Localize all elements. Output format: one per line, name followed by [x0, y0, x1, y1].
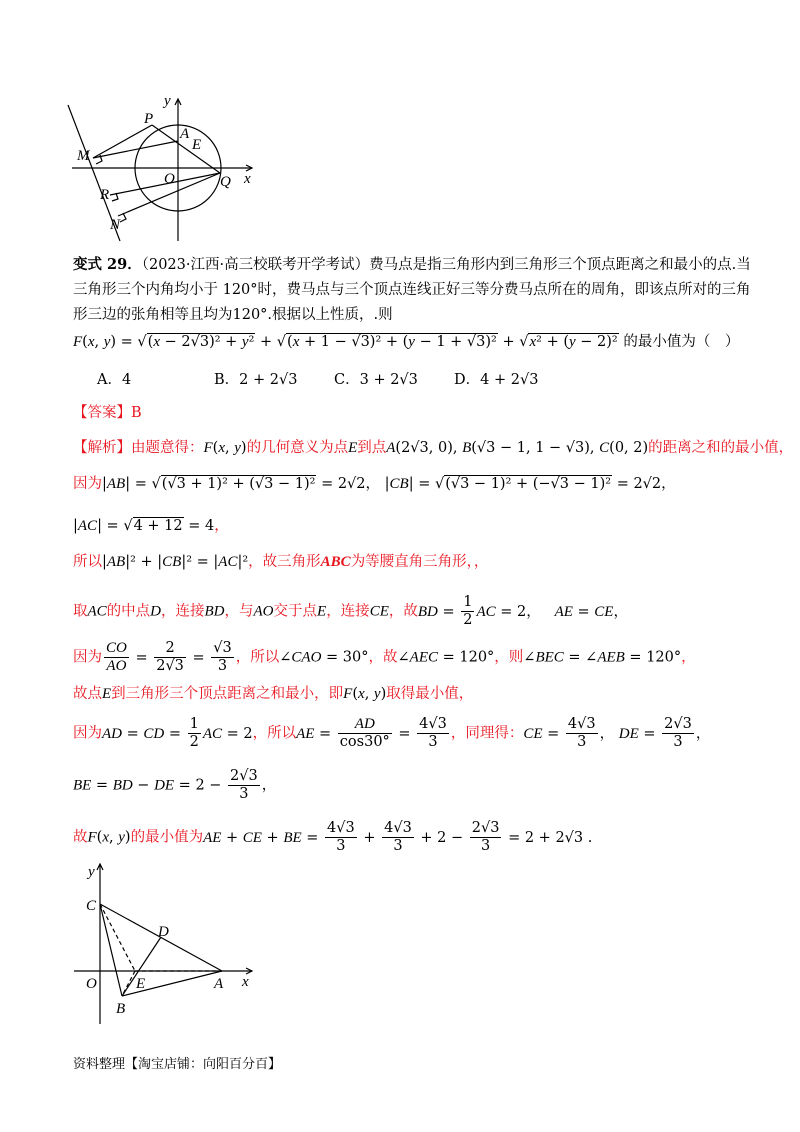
segment-eb — [122, 971, 135, 996]
label-q: Q — [220, 174, 231, 190]
problem-line3: 形三边的张角相等且均为120°.根据以上性质，.则 — [73, 307, 393, 323]
problem-line1: 变式 29．（2023·江西·高三校联考开学考试）费马点是指三角形内到三角形三个顶点距离之和最小的点.当 — [73, 256, 751, 273]
problem-line2: 三角形三个内角均小于 120°时，费马点与三个顶点连线正好三等分费马点所在的周角，即该点所对的三角 — [73, 282, 751, 298]
solution-line10: 故F(x, y)的最小值为AE + CE + BE = $\frac{4√3}{3}$ + $\frac{4√3}{3}$ + 2 − $\frac{2√3}{3}$ = 2 + 2√3 . — [73, 820, 593, 854]
option-c[interactable]: C．3 + 2√3 — [334, 372, 418, 388]
label-o: O — [164, 171, 175, 187]
solution-line2: 因为|AB| = √(√3 + 1)² + (√3 − 1)² = 2√2， |CB| = √(√3 − 1)² + (−√3 − 1)² = 2√2， — [73, 476, 676, 492]
label-y: y — [164, 93, 171, 109]
figure-triangle-abc — [70, 858, 260, 1028]
answer-line — [73, 403, 142, 423]
label-b: B — [116, 1001, 126, 1017]
solution-line4: 所以|AB|² + |CB|² = |AC|²，故三角形ABC为等腰直角三角形，， — [73, 554, 489, 570]
solution-line8: 因为AD = CD = $\frac{1}{2}$ AC = 2，所以AE = $\frac{AD}{\cos 30^\circ}$ = $\frac{4√3}{3}$ ，同理得：CE = $\frac{4√3}{3}$ ， DE = $\frac{2√3}{3}$ ， — [73, 716, 711, 750]
solution-line5: 取AC的中点D，连接BD，与AO交于点E，连接CE，故BD = $\frac{1}{2}$ AC = 2， AE = CE， — [73, 594, 628, 628]
solution-line9: BE = BD − DE = 2 − $\frac{2√3}{3}$ ， — [73, 768, 277, 802]
footer-text: 资料整理【淘宝店铺：向阳百分百】 — [73, 1057, 282, 1072]
label-r: R — [100, 187, 110, 203]
segment-pm — [93, 125, 152, 158]
label-o: O — [86, 976, 97, 992]
figure-fermat-circle — [60, 85, 260, 245]
label-a: A — [214, 976, 224, 992]
label-c: C — [86, 898, 97, 914]
solution-line3: |AC| = √4 + 12 = 4， — [73, 518, 229, 534]
label-m: M — [77, 148, 90, 164]
label-e: E — [136, 976, 146, 992]
answer-value: B — [131, 405, 142, 421]
label-y: y — [88, 864, 95, 880]
option-b[interactable]: B．2 + 2√3 — [214, 372, 298, 388]
answer-label: 【答案】 — [73, 405, 131, 421]
label-p: P — [144, 111, 154, 127]
label-x: x — [242, 974, 249, 990]
solution-line6: 因为 $\frac{CO}{AO}$ = $\frac{2}{2√3}$ = $\frac{√3}{3}$ ，所以∠CAO = 30°，故∠AEC = 120°，则∠BEC = ∠AEB = 120°， — [73, 640, 696, 674]
problem-formula: F(x, y) = √(x − 2√3)² + y² + √(x + 1 − √3)² + (y − 1 + √3)² + √x² + (y − 2)² 的最小值为（ ） — [73, 334, 740, 350]
segment-ma — [93, 141, 178, 158]
segment-cb — [100, 904, 122, 996]
option-a[interactable]: A．4 — [97, 372, 132, 388]
solution-label: 【解析】 — [73, 440, 131, 456]
label-x: x — [244, 171, 251, 187]
solution-line1: 【解析】由题意得：F(x, y)的几何意义为点E到点A(2√3, 0), B(√3 − 1, 1 − √3), C(0, 2)的距离之和的最小值， — [73, 440, 794, 456]
solution-line7: 故点E到三角形三个顶点距离之和最小，即F(x, y)取得最小值， — [73, 686, 474, 702]
label-n: N — [110, 217, 121, 233]
option-d[interactable]: D．4 + 2√3 — [454, 372, 539, 388]
problem-source: （2023·江西·高三校联考开学考试） — [141, 257, 370, 273]
label-d: D — [158, 924, 169, 940]
problem-title: 变式 29． — [73, 256, 142, 273]
label-e: E — [192, 137, 202, 153]
label-a: A — [180, 126, 190, 142]
